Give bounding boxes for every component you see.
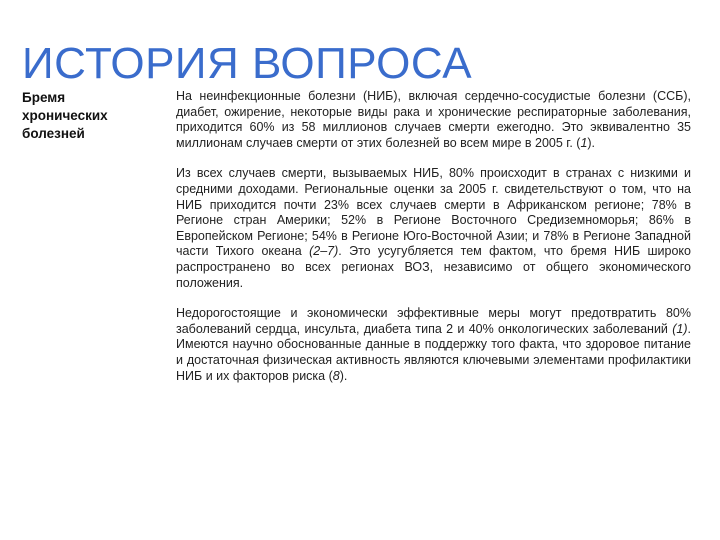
text-run: ). [587,135,596,150]
citation-ref: 1 [580,135,588,150]
text-run: . Это усугубляется тем фактом, что бремя НИБ широко распространено во всех регионах ВОЗ, независимо от общего экономического положения. [176,244,691,290]
paragraph-regional-estimates [176,166,691,291]
citation-ref: 8 [332,368,340,383]
text-run: Недорогостоящие и экономически эффективные меры могут предотвратить 80% заболеваний сердца, инсульта, диабета типа 2 и 40% онкологических заболеваний [176,306,691,336]
text-run: На неинфекционные болезни (НИБ), включая сердечно-сосудистые болезни (ССБ), диабет, ожирение, некоторые виды рака и хронические респираторные заболевания, приходится 60% из 58 миллионов случаев смерти ежегодно. Это эквивалентно 35 миллионам случаев смерти от этих болезней во всем мире в 2005 г. ( [176,89,691,150]
body-text [176,89,691,399]
slide-title: ИСТОРИЯ ВОПРОСА [22,39,473,88]
text-run: ). [339,368,348,383]
section-label: Бремя хронических болезней [22,90,108,141]
paragraph-ncd-mortality [176,89,691,151]
paragraph-prevention [176,306,691,384]
text-run: . Имеются научно обоснованные данные в поддержку того факта, что здоровое питание и достаточная физическая активность являются ключевыми элементами профилактики НИБ и их факторов риска ( [176,321,691,383]
text-run: Из всех случаев смерти, вызываемых НИБ, 80% происходит в странах с низкими и средними доходами. Региональные оценки за 2005 г. свидетельствуют о том, что на НИБ приходится почти 23% всех случаев смерти в Африканском регионе; 78% в Регионе стран Америки; 52% в Регионе Восточного Средиземноморья; 86% в Европейском Регионе; 54% в Регионе Юго-Восточной Азии; и 78% в Регионе Западной части Тихого океана [176,166,691,259]
citation-ref: (2–7) [309,244,339,259]
citation-ref: (1) [672,321,688,336]
